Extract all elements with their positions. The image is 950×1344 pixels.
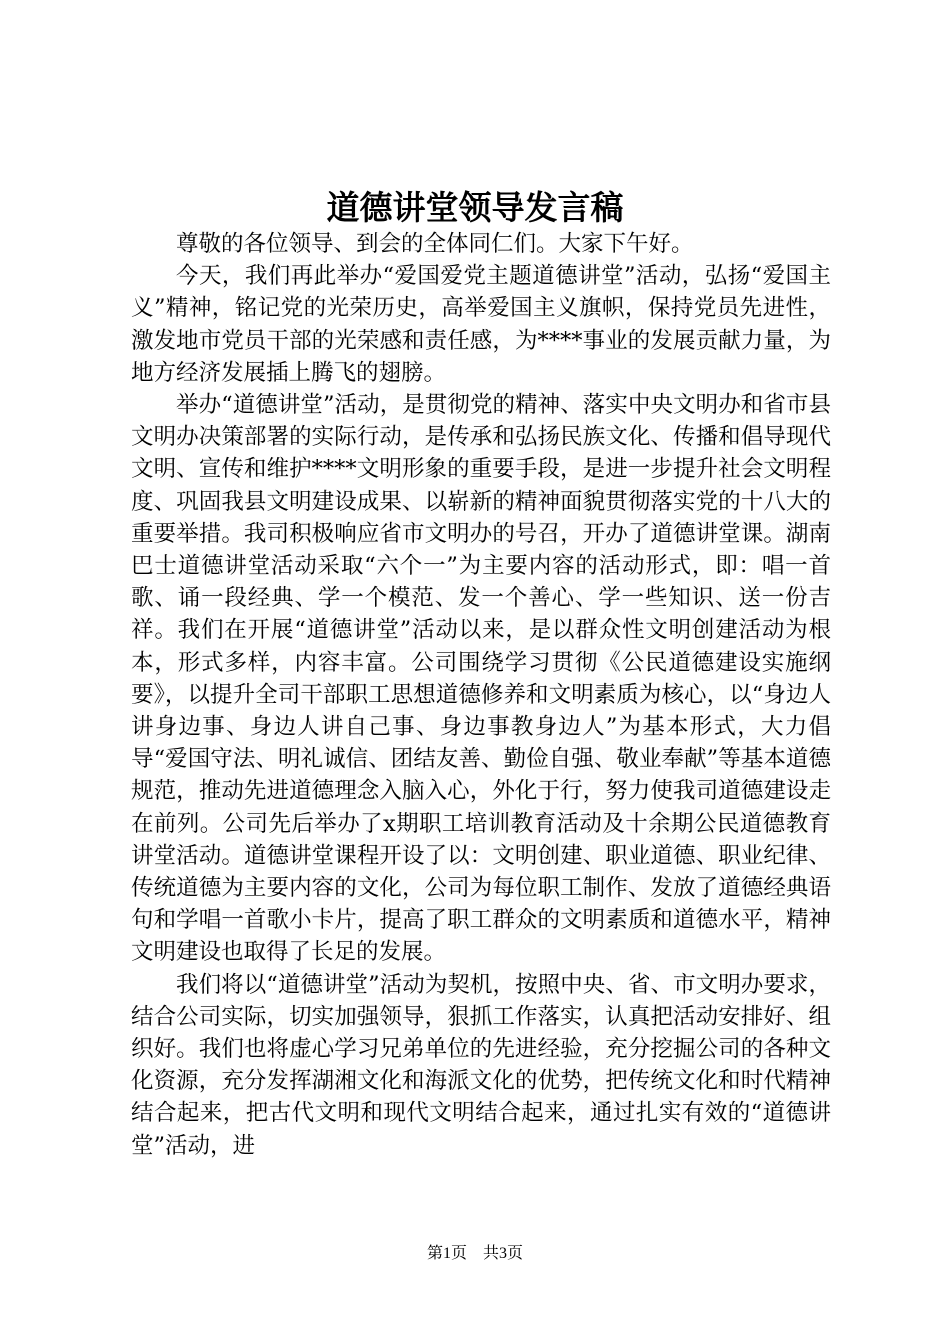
paragraph-plans: 我们将以“道德讲堂”活动为契机，按照中央、省、市文明办要求，结合公司实际，切实加强领导，狠抓工作落实，认真把活动安排好、组织好。我们也将虚心学习兄弟单位的先进经验，充分挖掘公司的各种文化资源，充分发挥湖湘文化和海派文化的优势，把传统文化和时代精神结合起来，把古代文明和现代文明结合起来，通过扎实有效的“道德讲堂”活动，进: [131, 971, 831, 1159]
page-number: 第1页: [426, 1245, 467, 1262]
page-total: 共3页: [483, 1245, 524, 1262]
page-separator: [471, 1245, 479, 1262]
page-footer: [0, 1243, 950, 1265]
paragraph-activities: 举办“道德讲堂”活动，是贯彻党的精神、落实中央文明办和省市县文明办决策部署的实际行动，是传承和弘扬民族文化、传播和倡导现代文明、宣传和维护****文明形象的重要手段，是进一步提升社会文明程度、巩固我县文明建设成果、以崭新的精神面貌贯彻落实党的十八大的重要举措。我司积极响应省市文明办的号召，开办了道德讲堂课。湖南巴士道德讲堂活动采取“六个一”为主要内容的活动形式，即：唱一首歌、诵一段经典、学一个模范、发一个善心、学一些知识、送一份吉祥。我们在开展“道德讲堂”活动以来，是以群众性文明创建活动为根本，形式多样，内容丰富。公司围绕学习贯彻《公民道德建设实施纲要》，以提升全司干部职工思想道德修养和文明素质为核心，以“身边人讲身边事、身边人讲自己事、身边事教身边人”为基本形式，大力倡导“爱国守法、明礼诚信、团结友善、勤俭自强、敬业奉献”等基本道德规范，推动先进道德理念入脑入心，外化于行，努力使我司道德建设走在前列。公司先后举办了x期职工培训教育活动及十余期公民道德教育讲堂活动。道德讲堂课程开设了以：文明创建、职业道德、职业纪律、传统道德为主要内容的文化，公司为每位职工制作、发放了道德经典语句和学唱一首歌小卡片，提高了职工群众的文明素质和道德水平，精神文明建设也取得了长足的发展。: [131, 392, 831, 966]
paragraph-intro: 今天，我们再此举办“爱国爱党主题道德讲堂”活动，弘扬“爱国主义”精神，铭记党的光荣历史，高举爱国主义旗帜，保持党员先进性，激发地市党员干部的光荣感和责任感，为****事业的发展贡献力量，为地方经济发展插上腾飞的翅膀。: [131, 263, 831, 386]
document-body: [131, 228, 831, 1162]
document-title: 道德讲堂领导发言稿: [326, 188, 624, 227]
paragraph-greeting: 尊敬的各位领导、到会的全体同仁们。大家下午好。: [176, 231, 694, 257]
